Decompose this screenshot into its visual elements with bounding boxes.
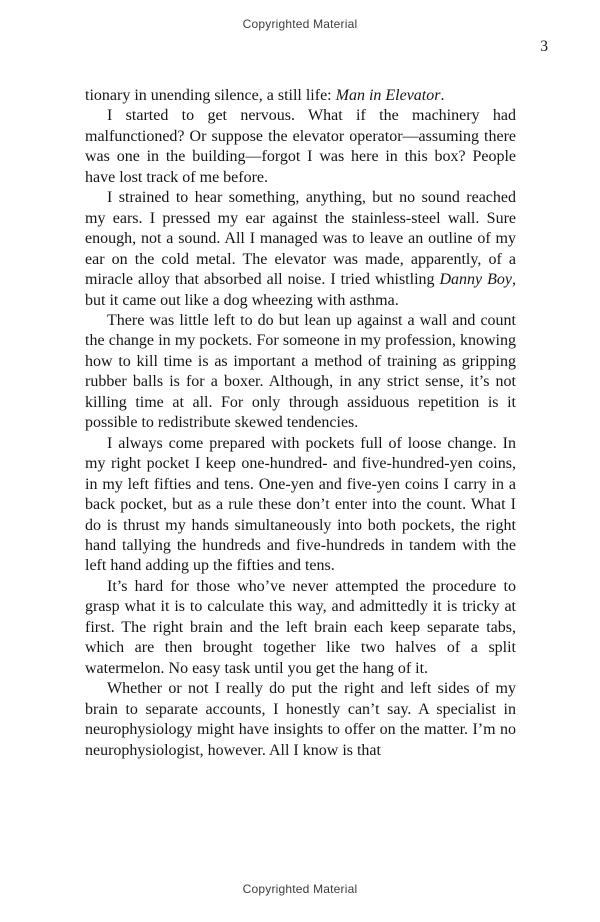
paragraph: [85, 577, 516, 679]
text-segment: I strained to hear something, anything, but no sound reached my ears. I pressed my ear against the stainless-steel wall. Sure enough, not a sound. All I managed was to leave an outline of my ear on the cold metal. The elevator was made, apparently, of a miracle alloy that absorbed all noise. I tried whistling: [85, 189, 516, 289]
italic-text-segment: Man in Elevator: [335, 87, 441, 104]
paragraph: [85, 106, 516, 188]
text-segment: , but it came out like a dog wheezing with asthma.: [85, 271, 517, 309]
page-number: 3: [540, 38, 548, 55]
text-segment: .: [440, 87, 445, 104]
text-segment: There was little left to do but lean up against a wall and count the change in my pockets. For someone in my profession, knowing how to kill time is as important a method of training as gripping rubber balls is for a boxer. Although, in any strict sense, it’s not killing time at all. For only through assiduous repetition is it possible to redistribute skewed tendencies.: [85, 311, 516, 432]
text-segment: I started to get nervous. What if the machinery had malfunctioned? Or suppose the elevator operator—assuming there was one in the building—forgot I was here in this box? People have lost track of me before.: [85, 107, 516, 186]
text-segment: Whether or not I really do put the right and left sides of my brain to separate accounts, I honestly can’t say. A specialist in neurophysiology might have insights to offer on the matter. I’m no neurophysiologist, however. All I know is that: [85, 680, 516, 759]
text-segment: tionary in unending silence, a still life:: [85, 87, 336, 104]
paragraph: [85, 188, 516, 311]
copyright-header: Copyrighted Material: [242, 17, 358, 31]
page-body: [85, 86, 516, 761]
paragraph: [85, 679, 516, 761]
paragraph: [85, 434, 516, 577]
copyright-footer: Copyrighted Material: [242, 882, 358, 896]
paragraph: [85, 311, 516, 434]
italic-text-segment: Danny Boy: [439, 271, 513, 289]
paragraph: [85, 86, 516, 106]
text-segment: It’s hard for those who’ve never attempted the procedure to grasp what it is to calculate this way, and admittedly it is tricky at first. The right brain and the left brain each keep separate tabs, which are then brought together like two halves of a split watermelon. No easy task until you get the hang of it.: [85, 577, 516, 677]
text-segment: I always come prepared with pockets full of loose change. In my right pocket I keep one-hundred- and five-hundred-yen coins, in my left fifties and tens. One-yen and five-yen coins I carry in a back pocket, but as a rule these don’t enter into the count. What I do is thrust my hands simultaneously into both pockets, the right hand tallying the hundreds and five-hundreds in tandem with the left hand adding up the fifties and tens.: [85, 434, 516, 575]
